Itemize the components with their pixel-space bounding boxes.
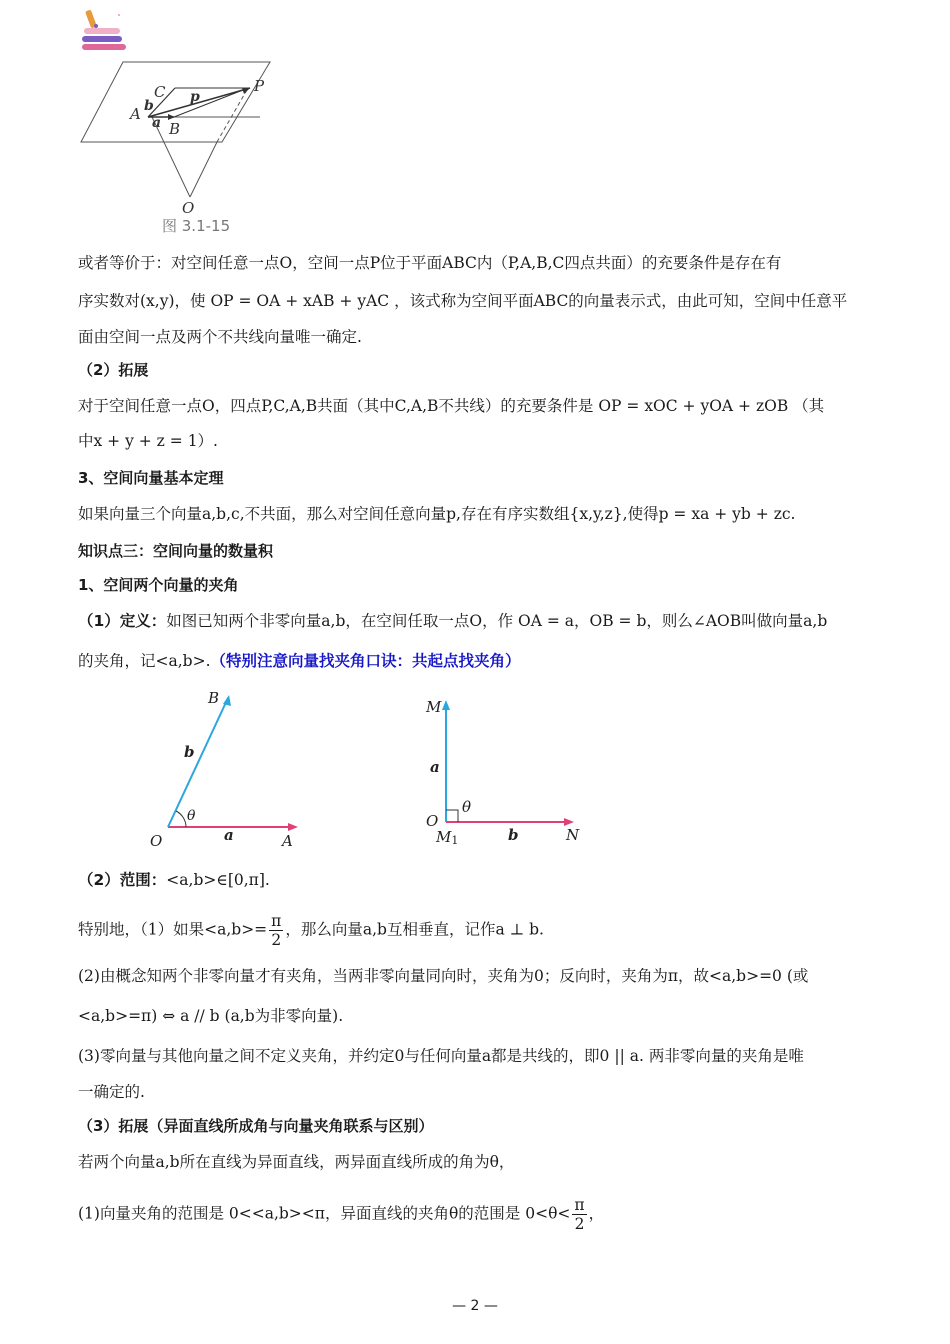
range-compare-end: ， [588, 1204, 605, 1223]
special-text-b: ，那么向量a,b互相垂直，记作a ⊥ b. [285, 920, 544, 939]
definition-text-2: 的夹角，记<a,b>. [78, 652, 211, 670]
fig-label-p: p [190, 89, 200, 105]
fig2-label-M1: M1 [436, 828, 459, 847]
angle-figure-1 [140, 686, 310, 852]
fig1-label-theta: θ [187, 808, 196, 824]
fig-label-a: a [152, 115, 162, 131]
paragraph-line: 对于空间任意一点O，四点P,C,A,B共面（其中C,A,B不共线）的充要条件是 OP = xOC + yOA + zOB （其 [78, 397, 825, 415]
fig-label-O: O [182, 199, 195, 217]
fig-label-C: C [154, 83, 166, 101]
paragraph-line: <a,b>=π) ⇔ a // b (a,b为非零向量). [78, 1007, 344, 1025]
fig1-label-B: B [208, 689, 220, 707]
fig2-label-N: N [566, 826, 580, 844]
fraction-pi-over-2-b: $\frac{\pi}{2}$ [574, 1196, 585, 1233]
fig2-label-O: O [426, 812, 439, 830]
fig-label-b: b [144, 98, 154, 114]
fig1-label-A: A [282, 832, 293, 850]
fig1-label-b: b [184, 743, 195, 761]
fig1-label-a: a [224, 826, 234, 844]
definition-text: 如图已知两个非零向量a,b，在空间任取一点O，作 OA = a，OB = b，则么∠AOB叫做向量a,b [166, 612, 828, 630]
range-compare-text: (1)向量夹角的范围是 0<<a,b><π，异面直线的夹角θ的范围是 0<θ< [78, 1204, 571, 1223]
figure-caption: 图 3.1-15 [162, 217, 231, 235]
range-compare-line [78, 1196, 878, 1233]
definition-tip: （特别注意向量找夹角口诀：共起点找夹角） [210, 652, 521, 670]
section-heading: 知识点三：空间向量的数量积 [78, 542, 274, 560]
section-heading: （2）拓展 [78, 361, 149, 379]
fig-label-P: P [254, 77, 265, 95]
special-text-a: 特别地，（1）如果<a,b>= [78, 920, 268, 939]
fig2-label-b: b [508, 826, 519, 844]
plane-vector-figure [78, 55, 278, 217]
angle-figure-2 [420, 690, 590, 850]
range-label: （2）范围： [78, 871, 167, 889]
definition-line [78, 611, 878, 631]
paragraph-line: (3)零向量与其他向量之间不定义夹角，并约定0与任何向量a都是共线的，即0 || a. 两非零向量的夹角是唯 [78, 1047, 804, 1065]
special-line [78, 912, 878, 949]
paragraph-line: (2)由概念知两个非零向量才有夹角，当两非零向量同向时，夹角为0；反向时，夹角为π，故<a,b>=0 (或 [78, 967, 809, 985]
paragraph-line: 如果向量三个向量a,b,c,不共面，那么对空间任意向量p,存在有序实数组{x,y,z},使得p = xa + yb + zc. [78, 505, 796, 523]
fraction-pi-over-2: $\frac{\pi}{2}$ [271, 912, 282, 949]
fig2-label-theta: θ [462, 798, 472, 816]
range-text: <a,b>∈[0,π]. [166, 871, 270, 889]
paragraph-line: 若两个向量a,b所在直线为异面直线，两异面直线所成的角为θ， [78, 1153, 515, 1171]
fig-label-B: B [169, 120, 181, 138]
section-heading: 3、空间向量基本定理 [78, 469, 224, 487]
paragraph-line: 序实数对(x,y)，使 OP = OA + xAB + yAC ，该式称为空间平面ABC的向量表示式，由此可知，空间中任意平 [78, 292, 848, 310]
page-number: — 2 — [452, 1298, 498, 1314]
section-heading: 1、空间两个向量的夹角 [78, 576, 239, 594]
definition-line-2 [78, 651, 878, 671]
fig2-label-M: M [426, 698, 442, 716]
paragraph-line: 中x + y + z = 1）. [78, 432, 218, 450]
books-logo-icon [78, 6, 134, 52]
definition-label: （1）定义： [78, 612, 167, 630]
fig1-label-O: O [150, 832, 163, 850]
section-heading: （3）拓展（异面直线所成角与向量夹角联系与区别） [78, 1117, 434, 1135]
paragraph-line: 或者等价于：对空间任意一点O，空间一点P位于平面ABC内（P,A,B,C四点共面）的充要条件是存在有 [78, 254, 782, 272]
paragraph-line: 面由空间一点及两个不共线向量唯一确定. [78, 328, 362, 346]
fig-label-A: A [130, 105, 141, 123]
fig2-label-a: a [430, 758, 440, 776]
paragraph-line: 一确定的. [78, 1083, 145, 1101]
range-line [78, 870, 878, 890]
